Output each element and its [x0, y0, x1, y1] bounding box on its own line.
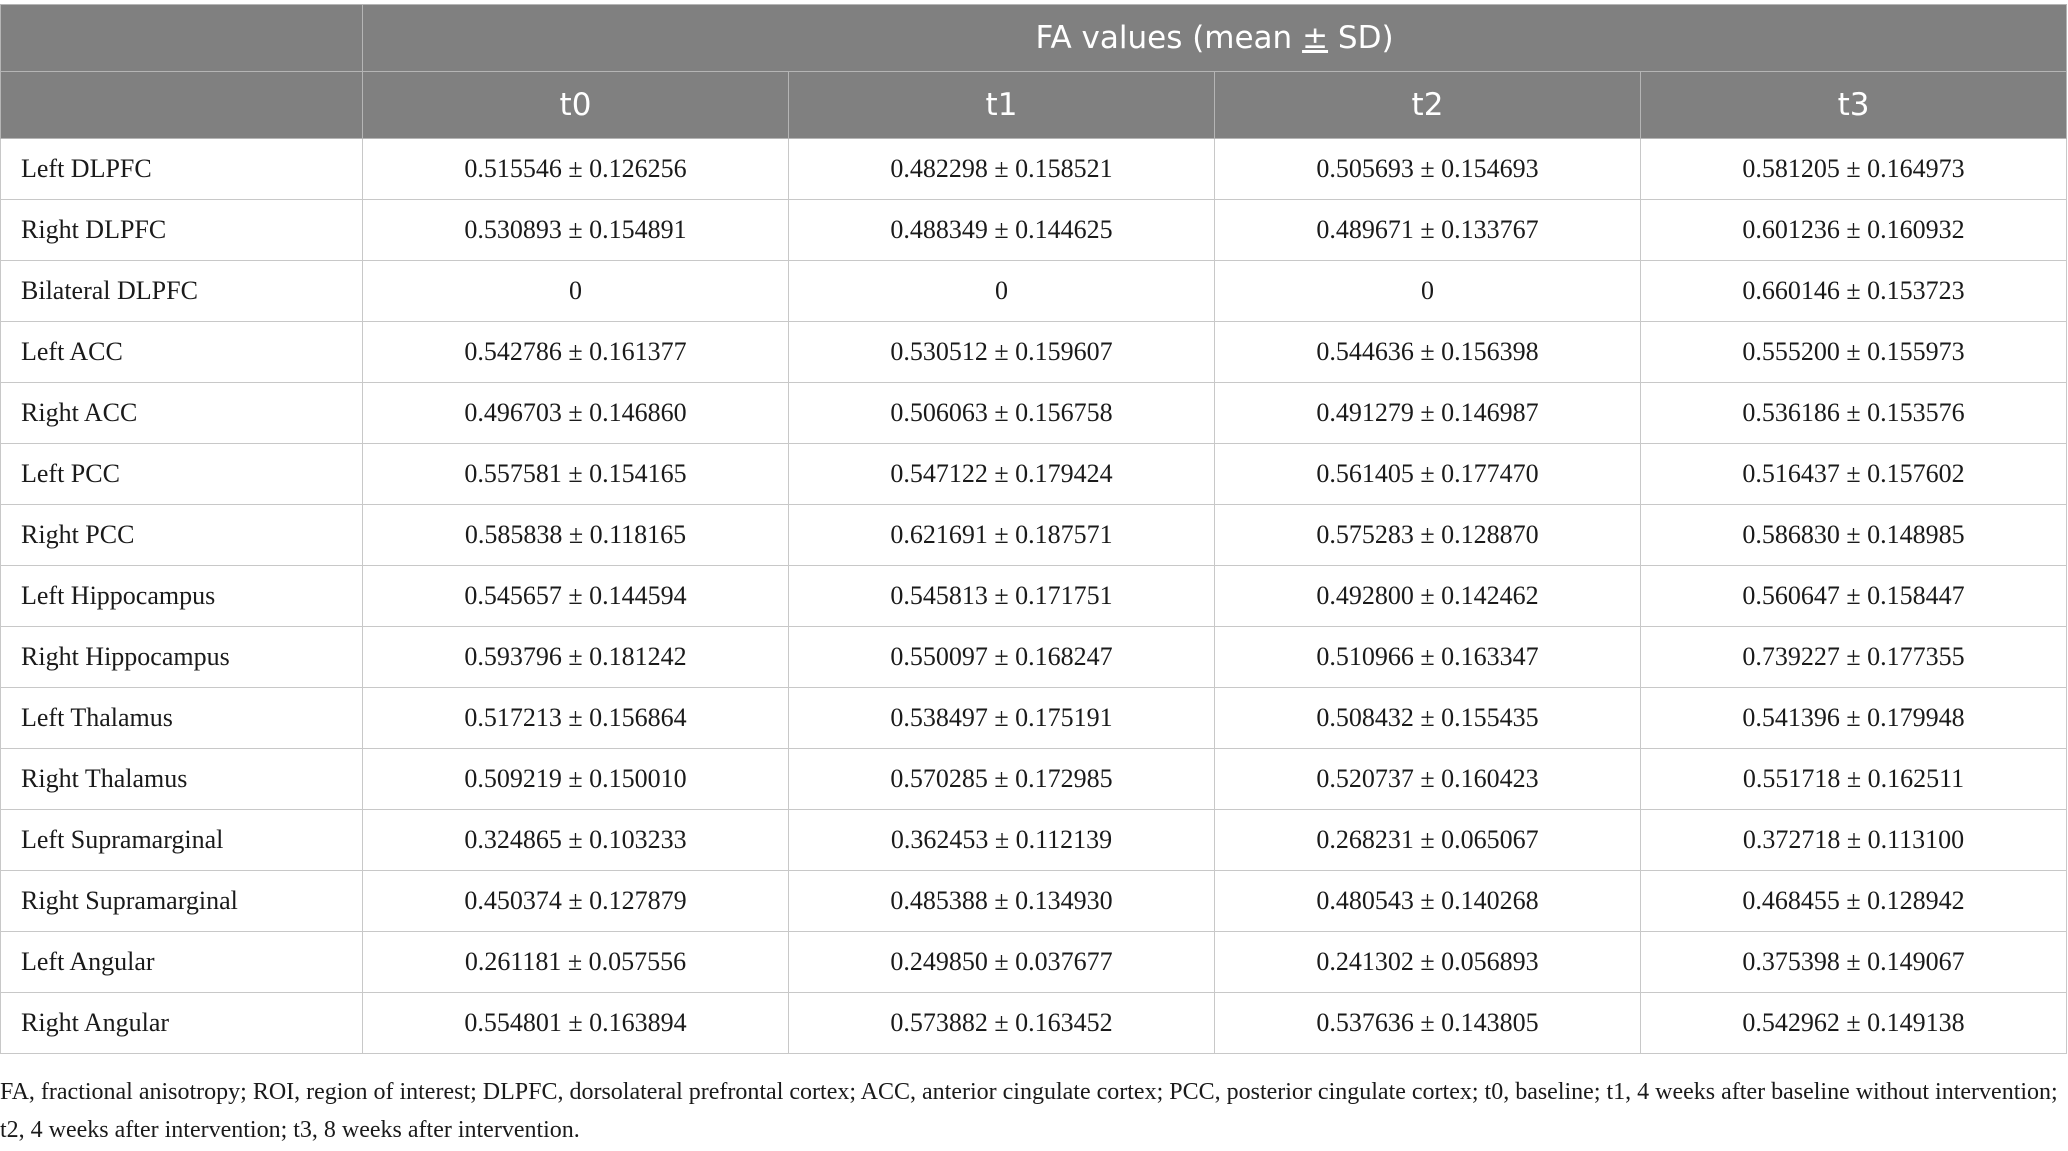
fa-value-cell-t1: 0.545813 ± 0.171751	[789, 566, 1215, 627]
table-row	[1, 810, 2067, 871]
roi-label-cell: Right PCC	[1, 505, 363, 566]
table-row	[1, 139, 2067, 200]
fa-value-cell-t3: 0.660146 ± 0.153723	[1641, 261, 2067, 322]
fa-value-cell-t2: 0.508432 ± 0.155435	[1215, 688, 1641, 749]
table-row	[1, 505, 2067, 566]
fa-value-cell-t0: 0.515546 ± 0.126256	[363, 139, 789, 200]
fa-value-cell-t3: 0.541396 ± 0.179948	[1641, 688, 2067, 749]
fa-value-cell-t1: 0.485388 ± 0.134930	[789, 871, 1215, 932]
table-footnote: FA, fractional anisotropy; ROI, region of interest; DLPFC, dorsolateral prefrontal cortex; ACC, anterior cingulate cortex; PCC, posterior cingulate cortex; t0, baseline; t1, 4 weeks after baseline without intervention; t2, 4 weeks after intervention; t3, 8 weeks after intervention.	[0, 1079, 2058, 1143]
fa-value-cell-t0: 0.450374 ± 0.127879	[363, 871, 789, 932]
fa-values-group-header	[363, 5, 2067, 72]
table-row	[1, 200, 2067, 261]
fa-value-cell-t3: 0.555200 ± 0.155973	[1641, 322, 2067, 383]
table-row	[1, 444, 2067, 505]
fa-value-cell-t2: 0.510966 ± 0.163347	[1215, 627, 1641, 688]
group-header-prefix: FA values (mean	[1035, 20, 1303, 56]
fa-value-cell-t2: 0.268231 ± 0.065067	[1215, 810, 1641, 871]
fa-value-cell-t2: 0.489671 ± 0.133767	[1215, 200, 1641, 261]
roi-label-cell: Right Hippocampus	[1, 627, 363, 688]
fa-value-cell-t3: 0.542962 ± 0.149138	[1641, 993, 2067, 1054]
fa-value-cell-t1: 0.550097 ± 0.168247	[789, 627, 1215, 688]
fa-value-cell-t3: 0.601236 ± 0.160932	[1641, 200, 2067, 261]
fa-value-cell-t0: 0.261181 ± 0.057556	[363, 932, 789, 993]
fa-value-cell-t2: 0	[1215, 261, 1641, 322]
fa-value-cell-t1: 0	[789, 261, 1215, 322]
fa-value-cell-t2: 0.505693 ± 0.154693	[1215, 139, 1641, 200]
table-row	[1, 871, 2067, 932]
fa-value-cell-t2: 0.480543 ± 0.140268	[1215, 871, 1641, 932]
roi-label-cell: Right Angular	[1, 993, 363, 1054]
fa-value-cell-t1: 0.488349 ± 0.144625	[789, 200, 1215, 261]
table-row	[1, 993, 2067, 1054]
group-header-suffix: SD)	[1328, 20, 1394, 56]
fa-value-cell-t0: 0.509219 ± 0.150010	[363, 749, 789, 810]
fa-value-cell-t1: 0.249850 ± 0.037677	[789, 932, 1215, 993]
fa-value-cell-t0: 0.496703 ± 0.146860	[363, 383, 789, 444]
fa-value-cell-t1: 0.506063 ± 0.156758	[789, 383, 1215, 444]
roi-label-cell: Right Supramarginal	[1, 871, 363, 932]
table-row	[1, 322, 2067, 383]
fa-value-cell-t3: 0.372718 ± 0.113100	[1641, 810, 2067, 871]
fa-values-table	[0, 4, 2067, 1054]
fa-value-cell-t2: 0.575283 ± 0.128870	[1215, 505, 1641, 566]
fa-value-cell-t2: 0.561405 ± 0.177470	[1215, 444, 1641, 505]
fa-value-cell-t0: 0.545657 ± 0.144594	[363, 566, 789, 627]
fa-value-cell-t0: 0.517213 ± 0.156864	[363, 688, 789, 749]
fa-value-cell-t1: 0.482298 ± 0.158521	[789, 139, 1215, 200]
fa-value-cell-t2: 0.492800 ± 0.142462	[1215, 566, 1641, 627]
column-header-t1: t1	[789, 72, 1215, 139]
fa-value-cell-t3: 0.468455 ± 0.128942	[1641, 871, 2067, 932]
fa-value-cell-t0: 0.557581 ± 0.154165	[363, 444, 789, 505]
table-row	[1, 932, 2067, 993]
table-row	[1, 688, 2067, 749]
roi-label-cell: Right ACC	[1, 383, 363, 444]
table-row	[1, 383, 2067, 444]
fa-value-cell-t3: 0.586830 ± 0.148985	[1641, 505, 2067, 566]
roi-label-cell: Left ACC	[1, 322, 363, 383]
roi-label-cell: Right DLPFC	[1, 200, 363, 261]
fa-value-cell-t2: 0.241302 ± 0.056893	[1215, 932, 1641, 993]
roi-header-empty-cell-2	[1, 72, 363, 139]
column-header-t0: t0	[363, 72, 789, 139]
roi-header-empty-cell	[1, 5, 363, 72]
roi-label-cell: Left DLPFC	[1, 139, 363, 200]
fa-value-cell-t2: 0.544636 ± 0.156398	[1215, 322, 1641, 383]
fa-value-cell-t3: 0.536186 ± 0.153576	[1641, 383, 2067, 444]
fa-value-cell-t2: 0.491279 ± 0.146987	[1215, 383, 1641, 444]
fa-value-cell-t3: 0.739227 ± 0.177355	[1641, 627, 2067, 688]
fa-value-cell-t1: 0.538497 ± 0.175191	[789, 688, 1215, 749]
table-row	[1, 627, 2067, 688]
group-header-pm: ±	[1302, 20, 1329, 56]
column-header-t2: t2	[1215, 72, 1641, 139]
fa-value-cell-t0: 0.593796 ± 0.181242	[363, 627, 789, 688]
fa-value-cell-t3: 0.560647 ± 0.158447	[1641, 566, 2067, 627]
table-body	[1, 139, 2067, 1054]
table-row	[1, 261, 2067, 322]
fa-value-cell-t1: 0.570285 ± 0.172985	[789, 749, 1215, 810]
fa-value-cell-t1: 0.547122 ± 0.179424	[789, 444, 1215, 505]
roi-label-cell: Left Supramarginal	[1, 810, 363, 871]
fa-value-cell-t1: 0.530512 ± 0.159607	[789, 322, 1215, 383]
fa-value-cell-t2: 0.520737 ± 0.160423	[1215, 749, 1641, 810]
table-row	[1, 749, 2067, 810]
group-header-row	[1, 5, 2067, 72]
fa-value-cell-t3: 0.375398 ± 0.149067	[1641, 932, 2067, 993]
fa-value-cell-t1: 0.573882 ± 0.163452	[789, 993, 1215, 1054]
fa-value-cell-t0: 0.585838 ± 0.118165	[363, 505, 789, 566]
fa-value-cell-t3: 0.551718 ± 0.162511	[1641, 749, 2067, 810]
roi-label-cell: Right Thalamus	[1, 749, 363, 810]
fa-value-cell-t0: 0.542786 ± 0.161377	[363, 322, 789, 383]
roi-label-cell: Left Hippocampus	[1, 566, 363, 627]
fa-value-cell-t3: 0.581205 ± 0.164973	[1641, 139, 2067, 200]
fa-value-cell-t1: 0.621691 ± 0.187571	[789, 505, 1215, 566]
column-header-t3: t3	[1641, 72, 2067, 139]
fa-value-cell-t3: 0.516437 ± 0.157602	[1641, 444, 2067, 505]
fa-value-cell-t0: 0.324865 ± 0.103233	[363, 810, 789, 871]
roi-label-cell: Bilateral DLPFC	[1, 261, 363, 322]
roi-label-cell: Left Angular	[1, 932, 363, 993]
fa-value-cell-t0: 0.554801 ± 0.163894	[363, 993, 789, 1054]
table-row	[1, 566, 2067, 627]
fa-value-cell-t0: 0	[363, 261, 789, 322]
roi-label-cell: Left Thalamus	[1, 688, 363, 749]
timepoint-header-row	[1, 72, 2067, 139]
fa-value-cell-t0: 0.530893 ± 0.154891	[363, 200, 789, 261]
roi-label-cell: Left PCC	[1, 444, 363, 505]
fa-value-cell-t2: 0.537636 ± 0.143805	[1215, 993, 1641, 1054]
fa-value-cell-t1: 0.362453 ± 0.112139	[789, 810, 1215, 871]
